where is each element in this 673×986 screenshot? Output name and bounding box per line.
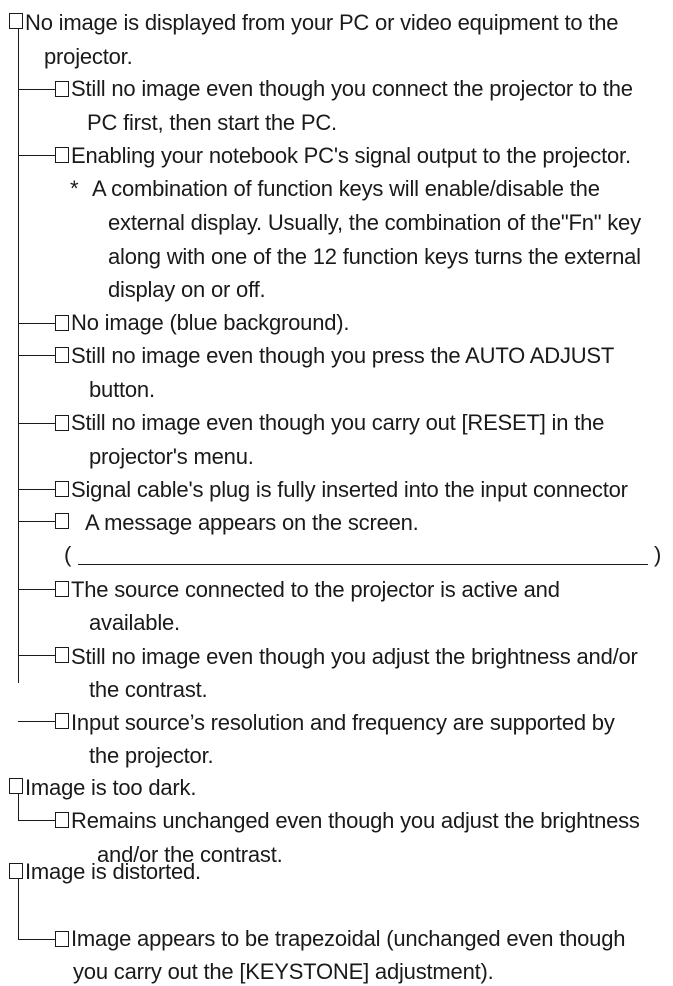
item-text: A message appears on the screen. (85, 510, 419, 535)
checkbox[interactable] (9, 863, 23, 879)
item-text: you carry out the [KEYSTONE] adjustment). (73, 959, 494, 984)
note-text: along with one of the 12 function keys turns the external (108, 244, 641, 269)
tree-connector-line (18, 589, 58, 590)
checkbox[interactable] (55, 81, 69, 97)
tree-connector-line (18, 155, 58, 156)
item-text: The source connected to the projector is active and (71, 577, 560, 602)
item-text: Remains unchanged even though you adjust the brightness (71, 808, 640, 833)
tree-connector-line (18, 423, 58, 424)
item-text: and/or the contrast. (97, 842, 283, 867)
checkbox[interactable] (55, 481, 69, 497)
item-text: No image (blue background). (71, 310, 350, 335)
item-text: Input source’s resolution and frequency are supported by (71, 710, 615, 735)
item-text: PC first, then start the PC. (87, 110, 337, 135)
item-text: Enabling your notebook PC's signal output to the projector. (71, 143, 631, 168)
tree-connector-line (18, 323, 58, 324)
note-text: display on or off. (108, 277, 266, 302)
tree-connector-line (18, 655, 58, 656)
checkbox[interactable] (55, 647, 69, 663)
item-text: Signal cable's plug is fully inserted into the input connector (71, 477, 628, 502)
tree-connector-line (18, 489, 58, 490)
item-text: Image appears to be trapezoidal (unchanged even though (71, 926, 626, 951)
checkbox[interactable] (55, 147, 69, 163)
item-text: Image is too dark. (25, 775, 197, 800)
tree-connector-line (18, 89, 58, 90)
tree-connector-line (18, 355, 58, 356)
item-text: Still no image even though you carry out [RESET] in the (71, 410, 605, 435)
tree-connector-line (18, 721, 58, 722)
item-text: Still no image even though you connect the projector to the (71, 76, 633, 101)
tree-connector-line (18, 521, 58, 522)
checkbox[interactable] (9, 778, 23, 794)
item-text: the contrast. (89, 677, 208, 702)
checkbox[interactable] (55, 581, 69, 597)
checkbox[interactable] (55, 812, 69, 828)
checkbox[interactable] (55, 931, 69, 947)
checkbox[interactable] (55, 315, 69, 331)
item-text: Still no image even though you adjust the brightness and/or (71, 644, 638, 669)
paren-open: ( (64, 542, 72, 567)
item-text: the projector. (89, 743, 214, 768)
paren-close: ) (654, 542, 662, 567)
item-text: projector's menu. (89, 444, 254, 469)
tree-connector-line (18, 19, 19, 683)
item-text: No image is displayed from your PC or video equipment to the (25, 10, 619, 35)
tree-connector-line (18, 820, 58, 821)
tree-connector-line (18, 871, 19, 939)
message-blank-line[interactable] (78, 564, 648, 565)
tree-connector-line (18, 939, 58, 940)
item-text: Image is distorted. (25, 859, 201, 884)
item-text: available. (89, 610, 180, 635)
note-text: A combination of function keys will enable/disable the (92, 176, 600, 201)
checkbox[interactable] (55, 415, 69, 431)
checkbox[interactable] (55, 347, 69, 363)
checkbox[interactable] (55, 513, 69, 529)
item-text: Still no image even though you press the AUTO ADJUST (71, 343, 615, 368)
checkbox[interactable] (9, 13, 23, 29)
item-text: projector. (44, 44, 133, 69)
note-bullet: * (70, 176, 79, 201)
checkbox[interactable] (55, 713, 69, 729)
item-text: button. (89, 377, 155, 402)
note-text: external display. Usually, the combination of the"Fn" key (108, 210, 641, 235)
